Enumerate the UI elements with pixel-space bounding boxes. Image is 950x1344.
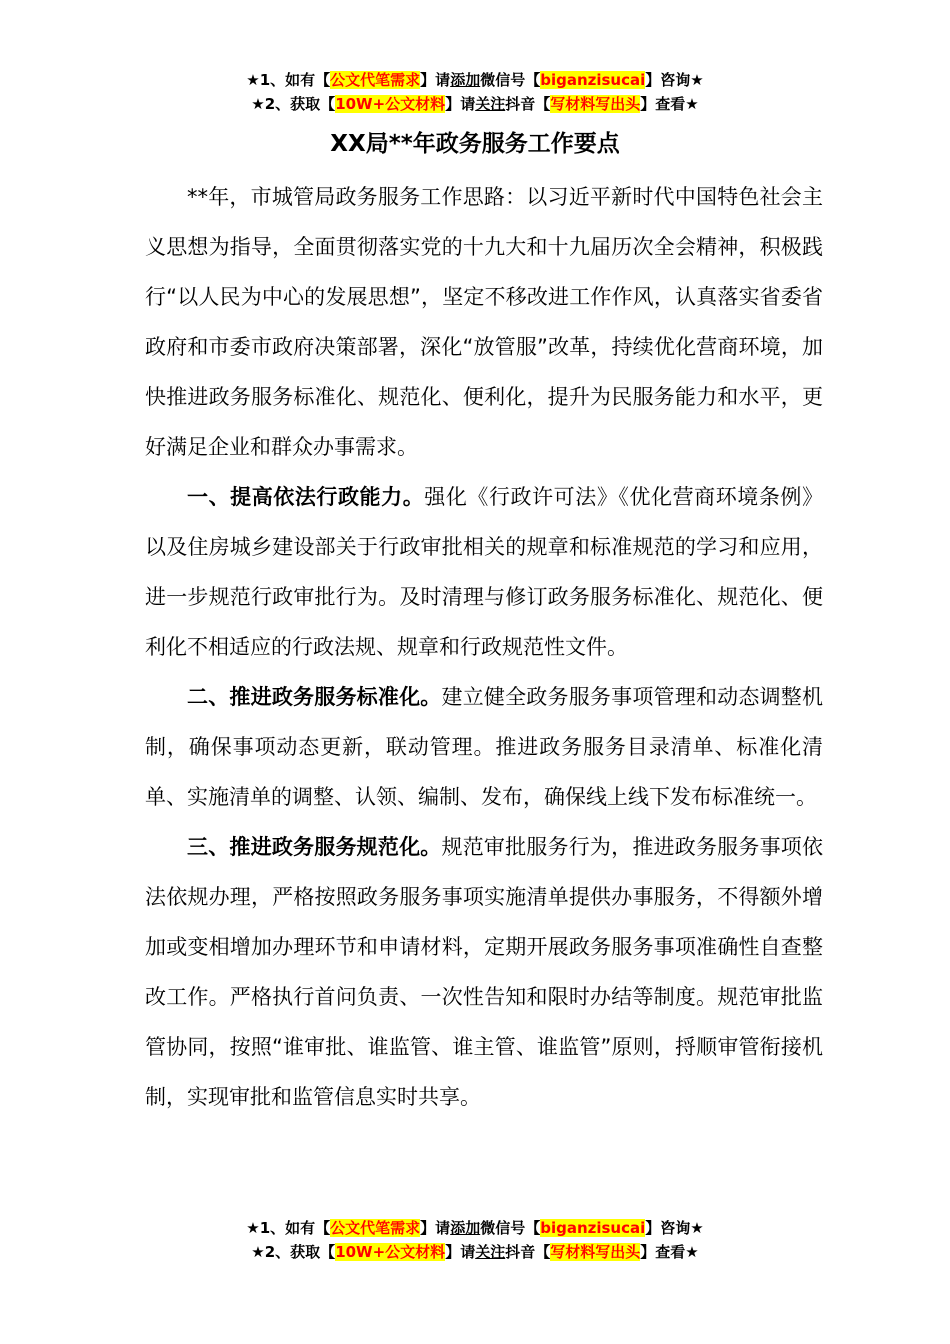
promo-text: 】请: [420, 71, 451, 89]
promo-prefix: ★1、如有【: [246, 71, 331, 89]
promo-text: 抖音【: [505, 95, 551, 113]
promo-suffix: 】查看★: [640, 95, 699, 113]
promo-highlight: 写材料写出头: [550, 95, 641, 113]
promo-highlight: 10W+公文材料: [335, 1243, 446, 1261]
section-heading: 三、推进政务服务规范化。: [187, 835, 442, 859]
promo-text: 微信号【: [480, 71, 541, 89]
promo-suffix: 】咨询★: [645, 71, 704, 89]
promo-highlight: 公文代笔需求: [330, 1219, 421, 1237]
promo-prefix: ★1、如有【: [246, 1219, 331, 1237]
section-text: 规范审批服务行为，推进政务服务事项依法依规办理，严格按照政务服务事项实施清单提供办事服务，不得额外增加或变相增加办理环节和申请材料，定期开展政务服务事项准确性自查整改工作。严格执行首问负责、一次性告知和限时办结等制度。规范审批监管协同，按照“谁审批、谁监管、谁主管、谁监管”原则，捋顺审管衔接机制，实现审批和监管信息实时共享。: [145, 835, 823, 1109]
promo-emphasis: 关注: [475, 95, 506, 113]
promo-highlight: 10W+公文材料: [335, 95, 446, 113]
intro-paragraph: **年，市城管局政务服务工作思路：以习近平新时代中国特色社会主义思想为指导，全面贯彻落实党的十九大和十九届历次全会精神，积极践行“以人民为中心的发展思想”，坚定不移改进工作作风，认真落实省委省政府和市委市政府决策部署，深化“放管服”改革，持续优化营商环境，加快推进政务服务标准化、规范化、便利化，提升为民服务能力和水平，更好满足企业和群众办事需求。: [145, 185, 823, 459]
promo-suffix: 】查看★: [640, 1243, 699, 1261]
section-text: 强化《行政许可法》《优化营商环境条例》以及住房城乡建设部关于行政审批相关的规章和标准规范的学习和应用，进一步规范行政审批行为。及时清理与修订政务服务标准化、规范化、便利化不相适应的行政法规、规章和行政规范性文件。: [145, 485, 824, 659]
promo-text: 微信号【: [480, 1219, 541, 1237]
promo-emphasis: 关注: [475, 1243, 506, 1261]
promo-line-1: [0, 1216, 950, 1240]
promo-line-2: [0, 92, 950, 116]
promo-line-1: [0, 68, 950, 92]
promo-highlight: 公文代笔需求: [330, 71, 421, 89]
promo-highlight: biganzisucai: [540, 71, 646, 89]
promo-text: 】请: [420, 1219, 451, 1237]
promo-banner-bottom: [0, 1216, 950, 1264]
promo-suffix: 】咨询★: [645, 1219, 704, 1237]
section-paragraph: [145, 672, 823, 822]
promo-text: 】请: [445, 1243, 476, 1261]
promo-emphasis: 添加: [450, 71, 481, 89]
section-heading: 一、提高依法行政能力。: [187, 485, 425, 509]
document-body: [145, 172, 823, 1122]
promo-highlight: biganzisucai: [540, 1219, 646, 1237]
promo-text: 抖音【: [505, 1243, 551, 1261]
section-heading: 二、推进政务服务标准化。: [187, 685, 442, 709]
promo-prefix: ★2、获取【: [251, 1243, 336, 1261]
promo-text: 】请: [445, 95, 476, 113]
section-paragraph: [145, 822, 823, 1122]
document-title: XX局**年政务服务工作要点: [330, 131, 620, 157]
promo-emphasis: 添加: [450, 1219, 481, 1237]
promo-banner-top: [0, 68, 950, 116]
section-text: 建立健全政务服务事项管理和动态调整机制，确保事项动态更新，联动管理。推进政务服务目录清单、标准化清单、实施清单的调整、认领、编制、发布，确保线上线下发布标准统一。: [145, 685, 823, 809]
section-paragraph: [145, 472, 823, 672]
promo-line-2: [0, 1240, 950, 1264]
promo-prefix: ★2、获取【: [251, 95, 336, 113]
promo-highlight: 写材料写出头: [550, 1243, 641, 1261]
